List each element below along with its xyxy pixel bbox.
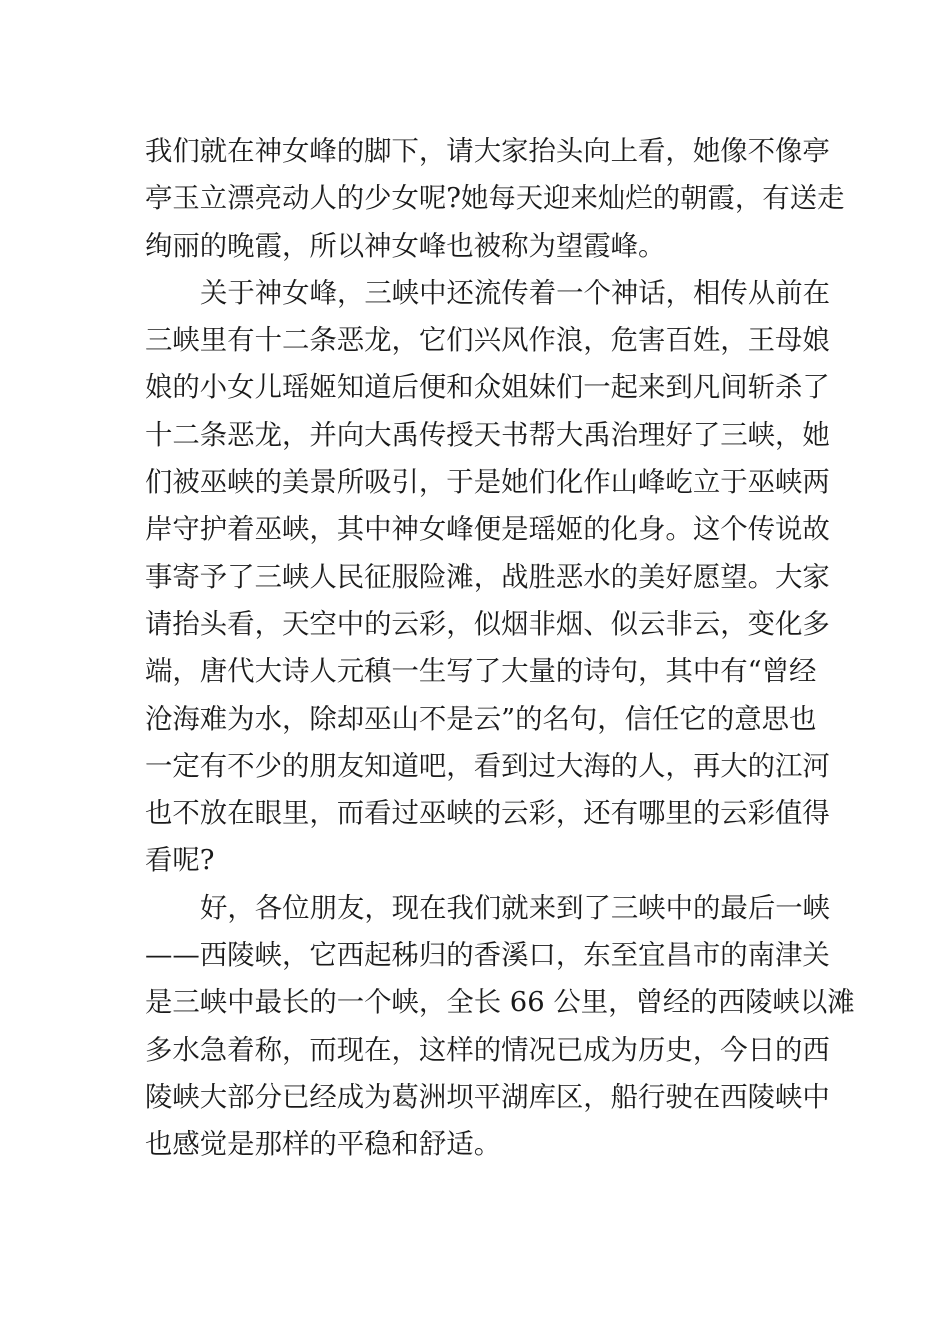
text-line: 陵峡大部分已经成为葛洲坝平湖库区，船行驶在西陵峡中 (145, 1081, 830, 1113)
text-line: 关于神女峰，三峡中还流传着一个神话，相传从前在 (200, 277, 830, 309)
body-text (145, 128, 855, 1169)
text-line: 沧海难为水，除却巫山不是云”的名句，信任它的意思也 (145, 703, 817, 735)
text-line: 多水急着称，而现在，这样的情况已成为历史，今日的西 (145, 1034, 830, 1066)
text-line: 娘的小女儿瑶姬知道后便和众姐妹们一起来到凡间斩杀了 (145, 372, 830, 404)
text-line: 是三峡中最长的一个峡，全长 66 公里，曾经的西陵峡以滩 (145, 987, 855, 1019)
text-line: 我们就在神女峰的脚下，请大家抬头向上看，她像不像亭 (145, 136, 830, 167)
text-line: 绚丽的晚霞，所以神女峰也被称为望霞峰。 (145, 230, 666, 262)
paragraph-1 (145, 128, 845, 270)
text-line: 一定有不少的朋友知道吧，看到过大海的人，再大的江河 (145, 750, 830, 782)
text-line: 也不放在眼里，而看过巫峡的云彩，还有哪里的云彩值得 (145, 798, 830, 830)
text-line: ——西陵峡，它西起秭归的香溪口，东至宜昌市的南津关 (145, 940, 830, 972)
text-line: 三峡里有十二条恶龙，它们兴风作浪，危害百姓，王母娘 (145, 325, 830, 357)
text-line: 岸守护着巫峡，其中神女峰便是瑶姬的化身。这个传说故 (145, 514, 830, 546)
text-line: 请抬头看，天空中的云彩，似烟非烟、似云非云，变化多 (145, 608, 830, 640)
text-line: 端，唐代大诗人元稹一生写了大量的诗句，其中有“曾经 (145, 656, 817, 688)
text-line: 好，各位朋友，现在我们就来到了三峡中的最后一峡 (200, 892, 830, 924)
text-line: 十二条恶龙，并向大禹传授天书帮大禹治理好了三峡，她 (145, 419, 830, 451)
text-line: 们被巫峡的美景所吸引，于是她们化作山峰屹立于巫峡两 (145, 467, 830, 499)
text-line: 看呢? (145, 845, 215, 877)
text-line: 也感觉是那样的平稳和舒适。 (145, 1129, 502, 1161)
paragraph-3 (145, 885, 855, 1169)
text-line: 事寄予了三峡人民征服险滩，战胜恶水的美好愿望。大家 (145, 561, 830, 593)
paragraph-2 (145, 270, 830, 885)
text-line: 亭玉立漂亮动人的少女呢?她每天迎来灿烂的朝霞，有送走 (145, 183, 845, 215)
